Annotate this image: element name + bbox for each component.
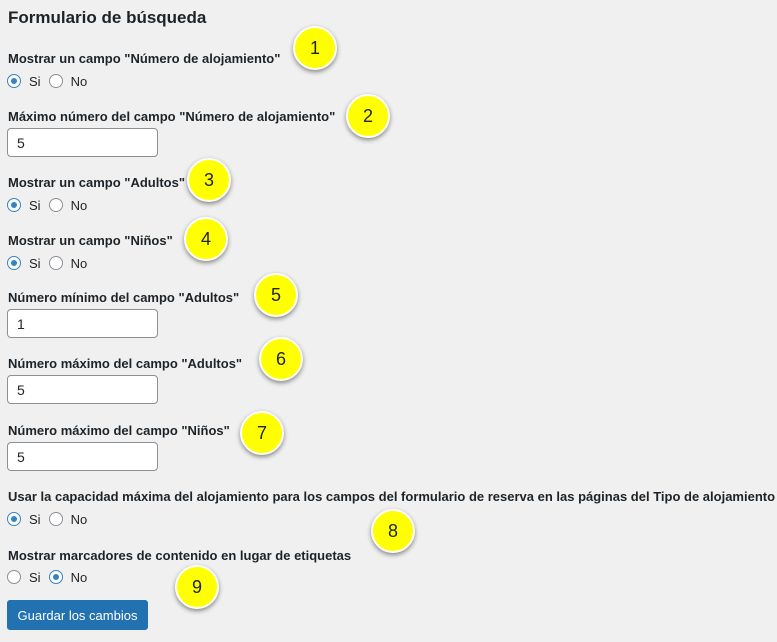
annotation-badge: 5	[254, 273, 298, 317]
use-max-capacity-yes-radio[interactable]	[7, 512, 21, 526]
annotation-badge: 1	[293, 26, 337, 70]
show-children-label: Mostrar un campo "Niños"	[8, 233, 173, 248]
max-children-input[interactable]	[7, 442, 158, 471]
save-changes-button[interactable]: Guardar los cambios	[7, 600, 148, 630]
radio-label-no: No	[70, 569, 88, 585]
show-children-no-radio[interactable]	[49, 256, 63, 270]
annotation-badge: 6	[259, 337, 303, 381]
annotation-badge: 3	[187, 158, 231, 202]
page-title: Formulario de búsqueda	[8, 8, 207, 27]
radio-label-no: No	[70, 197, 88, 213]
show-adults-yes-radio[interactable]	[7, 198, 21, 212]
show-adults-no-radio[interactable]	[49, 198, 63, 212]
use-max-capacity-no-radio[interactable]	[49, 512, 63, 526]
max-accommodation-number-input[interactable]	[7, 128, 158, 157]
radio-label-yes: Si	[29, 569, 41, 585]
show-placeholders-label: Mostrar marcadores de contenido en lugar de etiquetas	[8, 548, 352, 563]
radio-label-no: No	[70, 73, 88, 89]
show-accommodation-number-label: Mostrar un campo "Número de alojamiento"	[8, 51, 281, 66]
annotation-badge: 7	[240, 411, 284, 455]
max-adults-label: Número máximo del campo "Adultos"	[8, 356, 243, 371]
radio-label-yes: Si	[29, 197, 41, 213]
use-max-capacity-label: Usar la capacidad máxima del alojamiento para los campos del formulario de reserva en las páginas del Tipo de alojamiento	[8, 489, 776, 504]
show-adults-label: Mostrar un campo "Adultos"	[8, 175, 186, 190]
max-accommodation-number-label: Máximo número del campo "Número de alojamiento"	[8, 109, 336, 124]
min-adults-label: Número mínimo del campo "Adultos"	[8, 290, 240, 305]
annotation-badge: 4	[184, 217, 228, 261]
use-max-capacity-radio-group	[7, 510, 95, 528]
radio-label-yes: Si	[29, 255, 41, 271]
min-adults-input[interactable]	[7, 309, 158, 338]
show-children-yes-radio[interactable]	[7, 256, 21, 270]
radio-label-no: No	[70, 511, 88, 527]
radio-label-yes: Si	[29, 73, 41, 89]
max-adults-input[interactable]	[7, 375, 158, 404]
show-children-radio-group	[7, 254, 95, 272]
show-placeholders-no-radio[interactable]	[49, 570, 63, 584]
show-accommodation-number-radio-group	[7, 72, 95, 90]
show-adults-radio-group	[7, 196, 95, 214]
show-placeholders-radio-group	[7, 568, 95, 586]
radio-label-no: No	[70, 255, 88, 271]
annotation-badge: 8	[371, 509, 415, 553]
annotation-badge: 9	[175, 565, 219, 609]
show-accommodation-number-yes-radio[interactable]	[7, 74, 21, 88]
radio-label-yes: Si	[29, 511, 41, 527]
show-placeholders-yes-radio[interactable]	[7, 570, 21, 584]
annotation-badge: 2	[346, 94, 390, 138]
max-children-label: Número máximo del campo "Niños"	[8, 423, 230, 438]
show-accommodation-number-no-radio[interactable]	[49, 74, 63, 88]
